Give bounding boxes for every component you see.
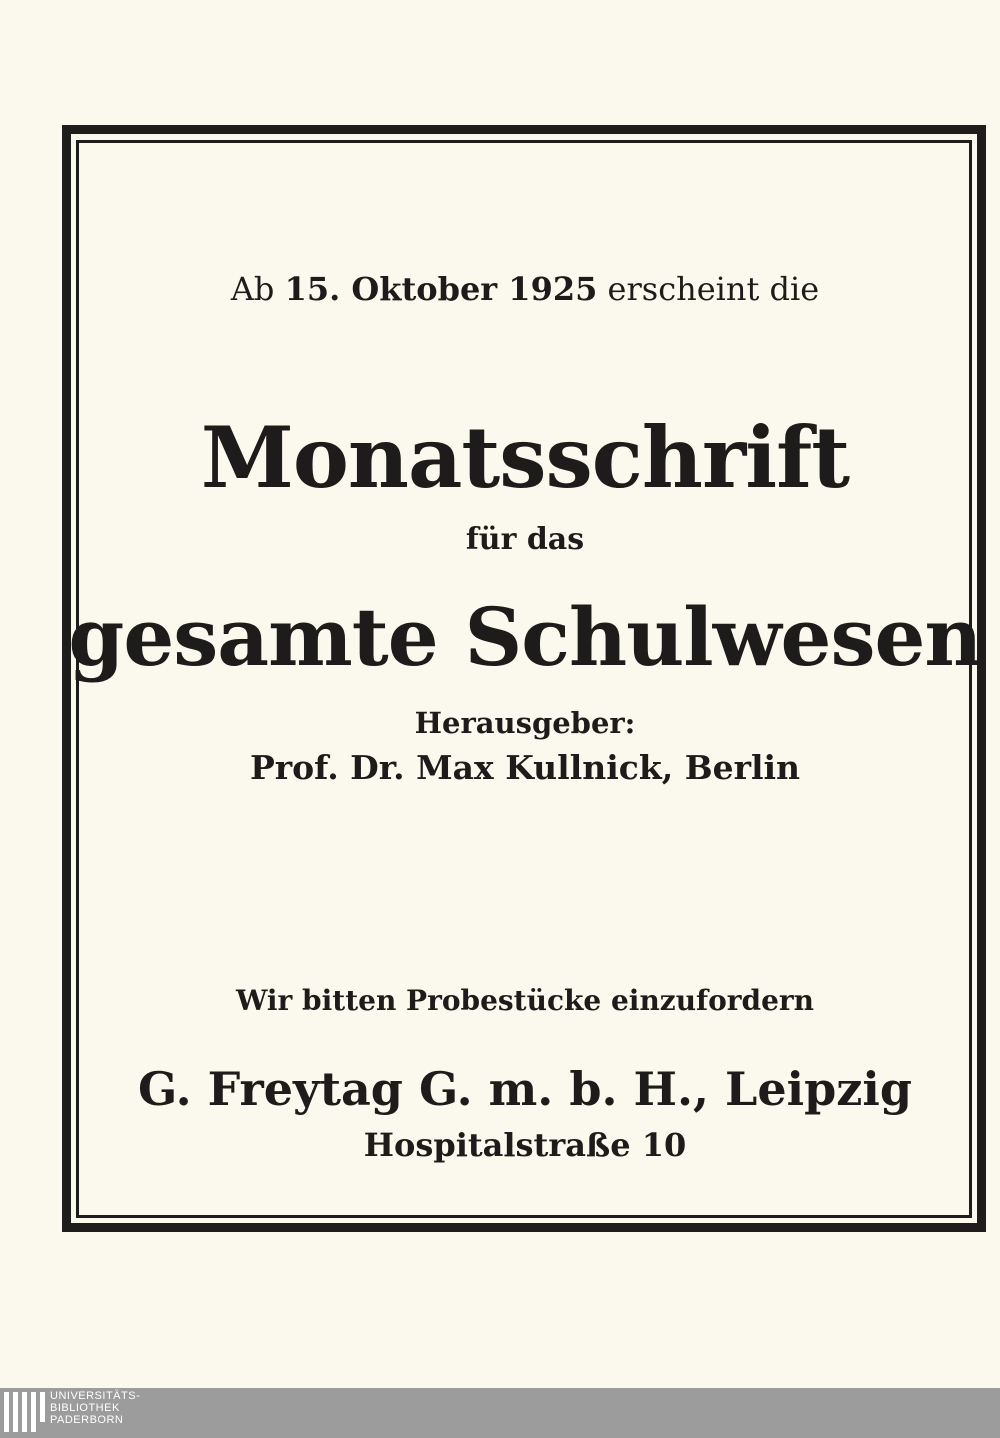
request-line: Wir bitten Probestücke einzufordern	[235, 984, 815, 1017]
logo-bar	[40, 1392, 45, 1422]
editor-name: Prof. Dr. Max Kullnick, Berlin	[249, 748, 801, 787]
library-logo-icon	[4, 1392, 44, 1434]
publisher-address: Hospitalstraße 10	[363, 1126, 687, 1164]
intro-suffix: erscheint die	[607, 270, 820, 308]
editor-label: Herausgeber:	[414, 706, 636, 740]
intro-date: 15. Oktober 1925	[284, 270, 598, 308]
logo-line-3: PADERBORN	[50, 1414, 124, 1426]
logo-line-1: UNIVERSITÄTS-	[50, 1390, 141, 1402]
title-gesamte-schulwesen: gesamte Schulwesen	[68, 590, 982, 684]
logo-line-2: BIBLIOTHEK	[50, 1402, 120, 1414]
publisher-name: G. Freytag G. m. b. H., Leipzig	[137, 1062, 913, 1116]
logo-bar	[31, 1392, 36, 1432]
library-logo-text	[50, 1390, 140, 1426]
intro-prefix: Ab	[230, 270, 275, 308]
logo-bar	[4, 1392, 9, 1432]
title-fuer-das: für das	[465, 522, 585, 557]
intro-line	[25, 270, 1000, 308]
title-monatsschrift: Monatsschrift	[200, 408, 850, 507]
logo-bar	[13, 1392, 18, 1432]
library-footer-band	[0, 1388, 1000, 1438]
logo-bar	[22, 1392, 27, 1432]
